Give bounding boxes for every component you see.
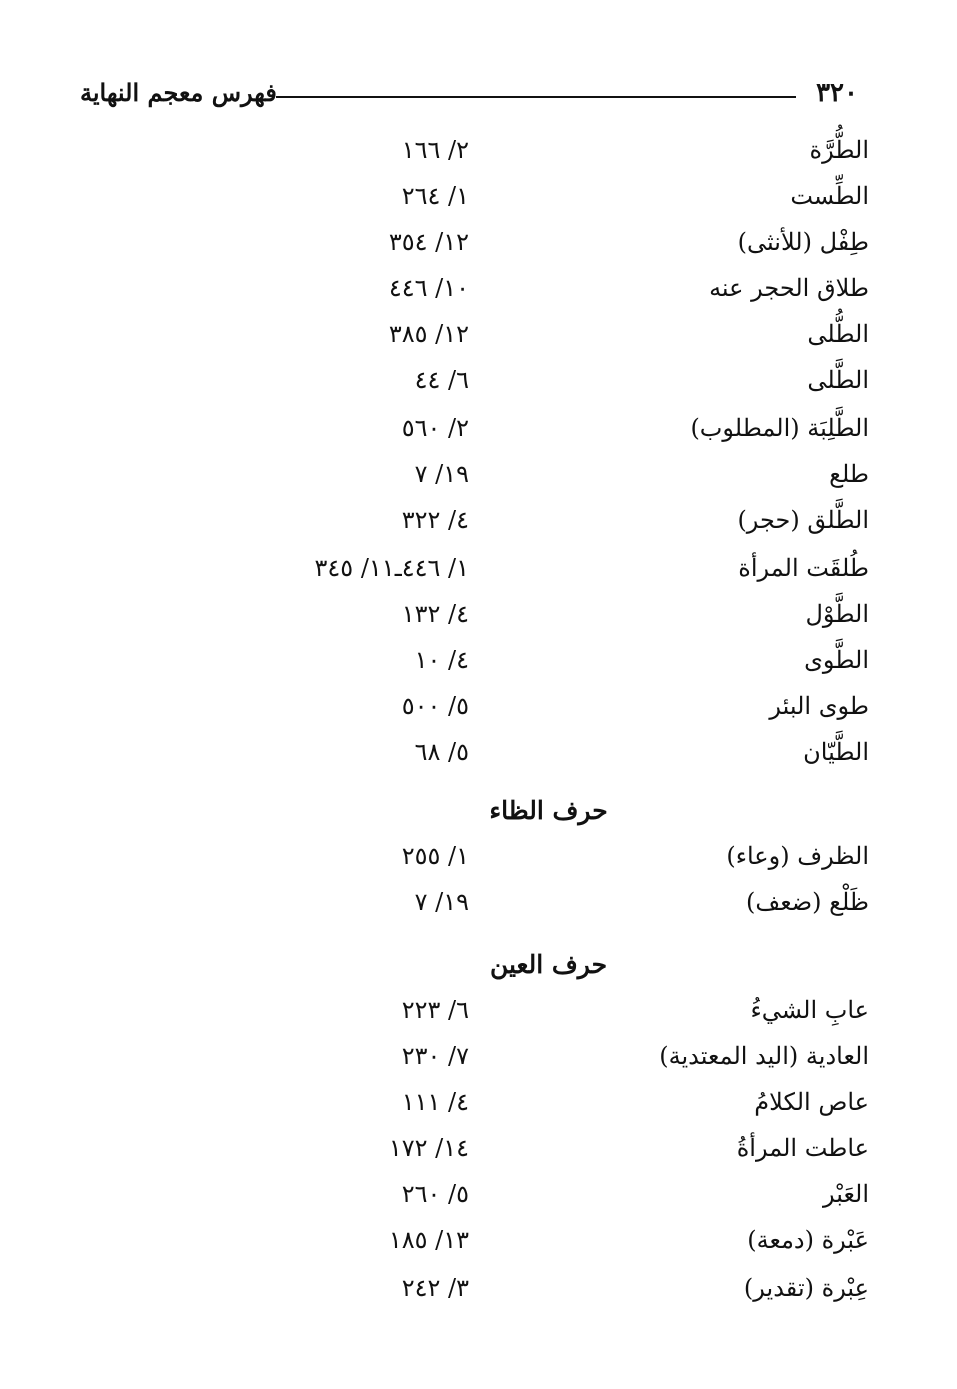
- entry-reference: ٥/ ٢٦٠: [401, 1180, 469, 1208]
- section-heading: حرف العين: [489, 950, 608, 979]
- entry-reference: ١٩/ ٧: [414, 888, 469, 916]
- index-entry: [0, 460, 957, 506]
- entry-term: عاص الكلامُ: [754, 1088, 869, 1116]
- index-entry: [0, 1088, 957, 1134]
- index-entry: [0, 1226, 957, 1272]
- index-entry: [0, 366, 957, 412]
- entry-term: العادية (اليد المعتدية): [659, 1042, 869, 1070]
- index-entry: [0, 692, 957, 738]
- entry-reference: ١/ ٤٤٦ـ١١/ ٣٤٥: [314, 554, 469, 582]
- entry-term: الطُّلى: [807, 320, 869, 348]
- entry-reference: ٤/ ١١١: [401, 1088, 469, 1116]
- entry-term: طِفْل (للأنثى): [737, 228, 869, 256]
- entry-term: الطُّرَّة: [809, 136, 869, 164]
- entry-term: الطَّيّان: [803, 738, 869, 766]
- index-entry: [0, 228, 957, 274]
- entry-term: طلاق الحجر عنه: [709, 274, 869, 302]
- entry-reference: ٤/ ٣٢٢: [401, 506, 469, 534]
- entry-reference: ١٩/ ٧: [414, 460, 469, 488]
- index-entry: [0, 506, 957, 552]
- index-entry: [0, 182, 957, 228]
- entry-reference: ٢/ ١٦٦: [401, 136, 469, 164]
- entry-reference: ٤/ ١٣٢: [401, 600, 469, 628]
- entry-reference: ٦/ ٤٤: [414, 366, 469, 394]
- entry-reference: ٦/ ٢٢٣: [401, 996, 469, 1024]
- entry-term: العَبْر: [822, 1180, 869, 1208]
- entry-term: الطَّوْل: [805, 600, 869, 628]
- section-heading: حرف الظاء: [489, 796, 608, 825]
- entry-term: الطِّست: [790, 182, 869, 210]
- entry-reference: ٢/ ٥٦٠: [401, 414, 469, 442]
- entry-reference: ٧/ ٢٣٠: [401, 1042, 469, 1070]
- header-rule: [276, 96, 796, 98]
- index-entry: [0, 414, 957, 460]
- entry-reference: ١٢/ ٣٨٥: [388, 320, 469, 348]
- entry-reference: ١٠/ ٤٤٦: [388, 274, 469, 302]
- entry-term: عابِ الشيءُ: [750, 996, 869, 1024]
- index-entry: [0, 554, 957, 600]
- entry-reference: ١٣/ ١٨٥: [388, 1226, 469, 1254]
- entry-term: الطَّوى: [804, 646, 869, 674]
- entry-term: عاطت المرأةُ: [736, 1134, 869, 1162]
- entry-reference: ١٢/ ٣٥٤: [388, 228, 469, 256]
- entry-term: طلع: [829, 460, 869, 488]
- entry-term: الطَّلق (حجر): [737, 506, 869, 534]
- index-entry: [0, 1180, 957, 1226]
- entry-reference: ١/ ٢٥٥: [401, 842, 469, 870]
- index-entry: [0, 1042, 957, 1088]
- entry-reference: ٥/ ٦٨: [414, 738, 469, 766]
- entry-term: الطَّلِبَة (المطلوب): [690, 414, 869, 442]
- entry-term: عَبْرة (دمعة): [747, 1226, 869, 1254]
- index-entry: [0, 996, 957, 1042]
- entry-reference: ٣/ ٢٤٢: [401, 1274, 469, 1302]
- index-entry: [0, 738, 957, 784]
- index-entry: [0, 842, 957, 888]
- index-entry: [0, 320, 957, 366]
- index-entry: [0, 274, 957, 320]
- entry-reference: ١/ ٢٦٤: [401, 182, 469, 210]
- entry-term: عِبْرة (تقدير): [743, 1274, 869, 1302]
- entry-term: ظَلْع (ضعف): [746, 888, 869, 916]
- entry-term: طُلقَت المرأة: [738, 554, 869, 582]
- entry-term: طوى البئر: [769, 692, 869, 720]
- entry-reference: ١٤/ ١٧٢: [388, 1134, 469, 1162]
- entry-reference: ٥/ ٥٠٠: [401, 692, 469, 720]
- entry-term: الطَّلى: [807, 366, 869, 394]
- entry-reference: ٤/ ١٠: [414, 646, 469, 674]
- page-header: [80, 72, 858, 112]
- index-entry: [0, 1274, 957, 1320]
- index-entry: [0, 646, 957, 692]
- index-entry: [0, 136, 957, 182]
- index-entry: [0, 888, 957, 934]
- page-number: ٣٢٠: [816, 78, 858, 108]
- index-entry: [0, 1134, 957, 1180]
- entry-term: الظرف (وعاء): [726, 842, 869, 870]
- running-title: فهرس معجم النهاية: [80, 78, 277, 107]
- index-entry: [0, 600, 957, 646]
